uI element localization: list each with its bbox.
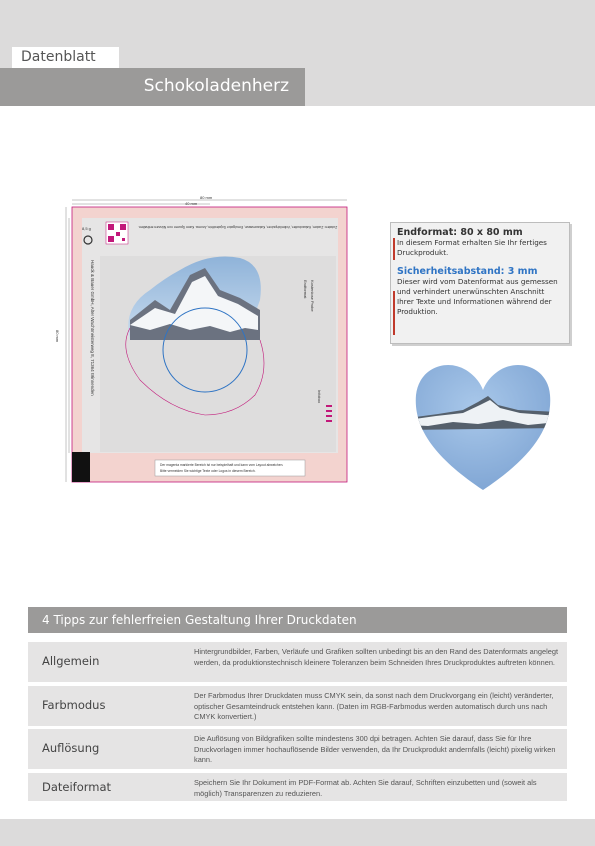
datenblatt-label: Datenblatt <box>12 47 119 68</box>
dim-top-inner: 40 mm <box>185 201 198 206</box>
info-box <box>390 222 570 344</box>
tips-header: 4 Tipps zur fehlerfreien Gestaltung Ihrer Druckdaten <box>28 607 567 633</box>
tip-text: Hintergrundbilder, Farben, Verläufe und Grafiken sollten unbedingt bis an den Rand des Datenformats angelegt werden, da produktionstechnisch kleinere Toleranzen beim Schneiden Ihres Druckproduktes auftreten können. <box>194 647 559 667</box>
heart-product-image <box>408 350 558 500</box>
tip-label: Auflösung <box>42 741 100 755</box>
side-text-1: Kostenlose Probe <box>310 280 315 312</box>
bottom-note-1: Der magenta markierte Bereich ist nur beispielhaft und kann vom Layout abweichen. <box>160 463 284 467</box>
tip-row-aufloesung <box>28 729 567 769</box>
safety-text: Dieser wird vom Datenformat aus gemessen und verhindert unerwünschten Anschnitt Ihrer Texte und Informationen während der Produktion. <box>397 277 558 316</box>
template-drawing <box>60 190 350 490</box>
tip-text: Speichern Sie Ihr Dokument im PDF-Format ab. Achten Sie darauf, Schriften einzubetten und (soweit als möglich) Transparenzen zu reduzieren. <box>194 778 537 798</box>
side-text-3: Infobox <box>317 390 322 404</box>
address-vertical: Hauck & Bauer GmbH, Alter Wachtmeisterweg 8, 71364 Winnenden <box>90 260 95 396</box>
tip-label: Dateiformat <box>42 780 112 794</box>
title-bar <box>0 68 305 106</box>
bottom-band <box>0 819 595 846</box>
endformat-title: Endformat: 80 x 80 mm <box>397 227 523 238</box>
side-text-2: Endformat <box>303 280 308 299</box>
tip-row-allgemein <box>28 642 567 682</box>
tip-label: Allgemein <box>42 654 100 668</box>
tip-text: Der Farbmodus Ihrer Druckdaten muss CMYK sein, da sonst nach dem Druckvorgang ein (leicht) veränderter, optischer Gesamteindruck entstehen kann. (Daten im RGB-Farbmodus werden automatisch durch uns nach CMYK konvertiert.) <box>194 691 554 721</box>
dim-top-outer: 80 mm <box>200 195 213 200</box>
tip-label: Farbmodus <box>42 698 106 712</box>
dim-left-outer: 80 mm <box>55 330 60 343</box>
print-template <box>55 190 350 490</box>
weight-label: 8,5 g <box>82 226 91 231</box>
tip-row-farbmodus <box>28 686 567 726</box>
bottom-note-2: Bitte vermeiden Sie wichtige Texte oder Logos in diesem Bereich. <box>160 469 256 473</box>
tip-row-dateiformat <box>28 773 567 801</box>
page-title: Schokoladenherz <box>143 76 289 96</box>
safety-title: Sicherheitsabstand: 3 mm <box>397 266 538 277</box>
tip-text: Die Auflösung von Bildgrafiken sollte mindestens 300 dpi betragen. Achten Sie darauf, dass Sie für Ihre Druckvorlagen immer hochauflösende Bilder verwenden, da Ihr Druckprodukt andernfalls (leicht) pixelig wirken kann. <box>194 734 556 764</box>
ingredients-text: Zutaten: Zucker, Kakaobutter, Vollmilchpulver, Kakaomasse, Emulgator Sojalecithin, Aroma. Kann Spuren von Nüssen enthalten. <box>138 225 338 229</box>
endformat-text: In diesem Format erhalten Sie Ihr fertiges Druckprodukt. <box>397 238 547 257</box>
